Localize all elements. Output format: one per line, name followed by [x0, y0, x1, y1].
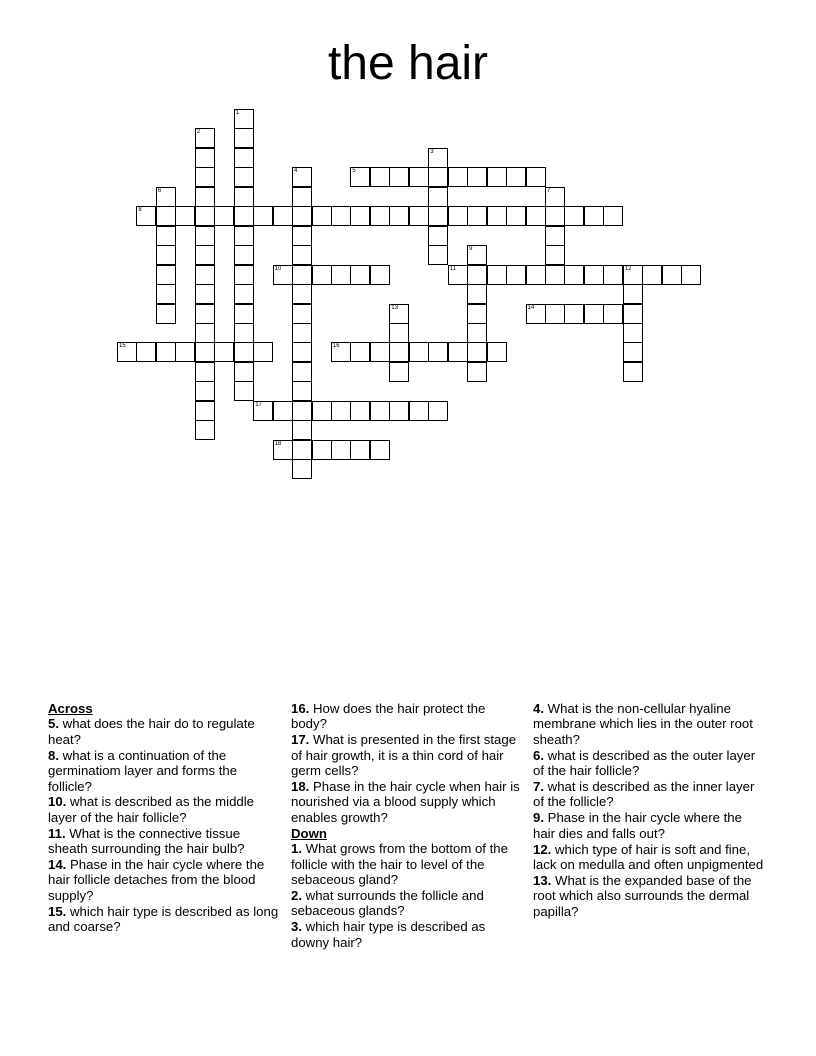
clue-number: 12: [624, 265, 632, 272]
grid-cell[interactable]: [292, 342, 312, 362]
grid-cell[interactable]: [389, 323, 409, 343]
grid-cell[interactable]: [428, 401, 448, 421]
grid-cell[interactable]: [448, 342, 468, 362]
grid-cell[interactable]: [467, 245, 487, 265]
clue-item-number: 18.: [291, 779, 310, 795]
grid-cell[interactable]: [448, 167, 468, 187]
grid-cell[interactable]: [195, 304, 215, 324]
clue-item-number: 15.: [48, 903, 67, 919]
grid-cell[interactable]: [467, 342, 487, 362]
clue-item-text: Phase in the hair cycle when hair is nourished via a blood supply which enables growth?: [291, 779, 520, 825]
grid-cell[interactable]: [467, 304, 487, 324]
clue-number: 1: [235, 110, 240, 116]
grid-cell[interactable]: [370, 167, 390, 187]
clue-item: [291, 701, 523, 732]
clue-item: [291, 732, 523, 778]
clue-number: 13: [391, 304, 398, 311]
grid-cell[interactable]: [564, 206, 584, 226]
grid-cell[interactable]: [195, 381, 215, 401]
grid-cell[interactable]: [467, 284, 487, 304]
grid-cell[interactable]: [467, 206, 487, 226]
grid-cell[interactable]: [350, 265, 370, 285]
grid-cell[interactable]: [389, 304, 409, 324]
grid-cell[interactable]: [603, 304, 623, 324]
grid-cell[interactable]: [389, 206, 409, 226]
grid-cell[interactable]: [195, 401, 215, 421]
grid-cell[interactable]: [292, 206, 312, 226]
grid-cell[interactable]: [117, 342, 137, 362]
grid-cell[interactable]: [273, 206, 293, 226]
grid-cell[interactable]: [253, 401, 273, 421]
grid-cell[interactable]: [545, 206, 565, 226]
grid-cell[interactable]: [312, 440, 332, 460]
grid-cell[interactable]: [350, 401, 370, 421]
clue-number: 7: [546, 187, 551, 194]
clue-item-text: which hair type is described as downy hair?: [291, 919, 486, 950]
grid-cell[interactable]: [292, 284, 312, 304]
grid-cell[interactable]: [195, 128, 215, 148]
grid-cell[interactable]: [506, 206, 526, 226]
grid-cell[interactable]: [292, 245, 312, 265]
grid-cell[interactable]: [234, 362, 254, 382]
clue-number: 9: [469, 246, 473, 253]
grid-cell[interactable]: [467, 362, 487, 382]
crossword-grid: [0, 0, 816, 500]
clue-item-text: which hair type is described as long and coarse?: [48, 903, 279, 935]
clue-item: [48, 826, 280, 857]
grid-cell[interactable]: [662, 265, 682, 285]
clue-column-2: [291, 701, 523, 951]
down-heading: Down: [291, 825, 327, 841]
grid-cell[interactable]: [234, 128, 254, 148]
grid-cell[interactable]: [195, 148, 215, 168]
grid-cell[interactable]: [350, 342, 370, 362]
grid-cell[interactable]: [584, 265, 604, 285]
grid-cell[interactable]: [545, 304, 565, 324]
grid-cell[interactable]: [234, 148, 254, 168]
grid-cell[interactable]: [564, 265, 584, 285]
grid-cell[interactable]: [273, 265, 293, 285]
clue-item-text: Phase in the hair cycle where the hair dies and falls out?: [533, 810, 742, 841]
grid-cell[interactable]: [389, 342, 409, 362]
grid-cell[interactable]: [156, 265, 176, 285]
grid-cell[interactable]: [584, 206, 604, 226]
grid-cell[interactable]: [234, 323, 254, 343]
clue-number: 2: [196, 129, 201, 136]
clue-item-number: 3.: [291, 919, 302, 935]
grid-cell[interactable]: [312, 206, 332, 226]
clue-item: [291, 919, 523, 950]
clue-number: 15: [119, 343, 126, 350]
grid-cell[interactable]: [195, 284, 215, 304]
grid-cell[interactable]: [487, 265, 507, 285]
grid-cell[interactable]: [273, 401, 293, 421]
grid-cell[interactable]: [195, 206, 215, 226]
clue-item-number: 11.: [48, 825, 66, 841]
grid-cell[interactable]: [389, 167, 409, 187]
grid-cell[interactable]: [350, 440, 370, 460]
grid-cell[interactable]: [234, 265, 254, 285]
grid-cell[interactable]: [526, 265, 546, 285]
grid-cell[interactable]: [156, 245, 176, 265]
grid-cell[interactable]: [350, 206, 370, 226]
clue-item: [533, 873, 765, 919]
grid-cell[interactable]: [506, 265, 526, 285]
grid-cell[interactable]: [389, 362, 409, 382]
grid-cell[interactable]: [234, 109, 254, 129]
grid-cell[interactable]: [292, 362, 312, 382]
clue-item-text: What is presented in the first stage of hair growth, it is a thin cord of hair germ cells?: [291, 732, 517, 779]
grid-cell[interactable]: [623, 342, 643, 362]
clue-number: 18: [274, 440, 282, 447]
grid-cell[interactable]: [487, 206, 507, 226]
grid-cell[interactable]: [428, 245, 448, 265]
grid-cell[interactable]: [136, 206, 156, 226]
clue-item-number: 2.: [291, 887, 302, 903]
grid-cell[interactable]: [623, 323, 643, 343]
clue-item-number: 7.: [533, 779, 544, 795]
clue-item: [48, 904, 280, 935]
grid-cell[interactable]: [331, 265, 351, 285]
clue-item-number: 17.: [291, 732, 310, 748]
clue-item-number: 10.: [48, 794, 67, 810]
grid-cell[interactable]: [234, 187, 254, 207]
grid-cell[interactable]: [370, 440, 390, 460]
across-clue-list: [48, 716, 280, 934]
grid-cell[interactable]: [506, 167, 526, 187]
grid-cell[interactable]: [409, 401, 429, 421]
grid-cell[interactable]: [234, 342, 254, 362]
grid-cell[interactable]: [195, 167, 215, 187]
clue-item: [533, 701, 765, 747]
grid-cell[interactable]: [467, 323, 487, 343]
clue-item-text: what is described as the inner layer of the follicle?: [533, 779, 755, 810]
grid-cell[interactable]: [487, 342, 507, 362]
clue-column-3: [533, 701, 765, 920]
clue-item: [291, 888, 523, 919]
grid-cell[interactable]: [448, 206, 468, 226]
grid-cell[interactable]: [526, 167, 546, 187]
grid-cell[interactable]: [526, 304, 546, 324]
grid-cell[interactable]: [603, 265, 623, 285]
clue-item-number: 9.: [533, 810, 544, 826]
grid-cell[interactable]: [312, 401, 332, 421]
grid-cell[interactable]: [623, 362, 643, 382]
grid-cell[interactable]: [545, 265, 565, 285]
grid-cell[interactable]: [428, 167, 448, 187]
grid-cell[interactable]: [312, 265, 332, 285]
grid-cell[interactable]: [156, 206, 176, 226]
grid-cell[interactable]: [428, 148, 448, 168]
grid-cell[interactable]: [175, 206, 195, 226]
grid-cell[interactable]: [195, 187, 215, 207]
grid-cell[interactable]: [350, 167, 370, 187]
clue-item-text: what is a continuation of the germinatiom layer and forms the follicle?: [48, 747, 238, 794]
down-clue-list: [291, 841, 523, 950]
clue-number: 5: [352, 168, 356, 175]
clue-number: 14: [527, 304, 535, 311]
grid-cell[interactable]: [642, 265, 662, 285]
grid-cell[interactable]: [331, 342, 351, 362]
clue-number: 10: [274, 265, 282, 272]
grid-cell[interactable]: [175, 342, 195, 362]
across-heading: Across: [48, 701, 93, 716]
clue-item: [533, 779, 765, 810]
clue-number: 3: [430, 148, 434, 155]
clue-item-text: which type of hair is soft and fine, lack on medulla and often unpigmented: [533, 841, 764, 873]
clue-number: 16: [332, 343, 340, 350]
clue-item-text: what is described as the middle layer of the hair follicle?: [48, 794, 254, 825]
grid-cell[interactable]: [292, 304, 312, 324]
grid-cell[interactable]: [389, 401, 409, 421]
grid-cell[interactable]: [214, 342, 234, 362]
clue-item-text: Phase in the hair cycle where the hair follicle detaches from the blood supply?: [48, 857, 265, 903]
grid-cell[interactable]: [273, 440, 293, 460]
grid-cell[interactable]: [370, 342, 390, 362]
grid-cell[interactable]: [623, 265, 643, 285]
grid-cell[interactable]: [467, 265, 487, 285]
grid-cell[interactable]: [292, 187, 312, 207]
clue-item: [291, 841, 523, 887]
down-clue-list-continued: [533, 701, 765, 919]
clue-item: [533, 842, 765, 873]
grid-cell[interactable]: [195, 362, 215, 382]
clue-item-text: What is the non-cellular hyaline membrane which lies in the outer root sheath?: [533, 701, 753, 747]
clue-item-number: 4.: [533, 701, 544, 716]
grid-cell[interactable]: [292, 381, 312, 401]
clue-number: 8: [138, 207, 142, 214]
clue-item-number: 5.: [48, 716, 59, 732]
grid-cell[interactable]: [370, 265, 390, 285]
clue-item: [533, 748, 765, 779]
clue-item: [291, 779, 523, 825]
grid-cell[interactable]: [331, 440, 351, 460]
clue-number: 4: [294, 168, 298, 175]
grid-cell[interactable]: [195, 420, 215, 440]
clue-item-text: What is the expanded base of the root which also surrounds the dermal papilla?: [533, 872, 752, 919]
clue-item-number: 12.: [533, 841, 552, 857]
clue-item-number: 13.: [533, 872, 552, 888]
grid-cell[interactable]: [564, 304, 584, 324]
clue-item: [48, 748, 280, 794]
grid-cell[interactable]: [292, 167, 312, 187]
grid-cell[interactable]: [195, 342, 215, 362]
grid-cell[interactable]: [156, 284, 176, 304]
clue-item-number: 8.: [48, 747, 59, 763]
clue-number: 6: [157, 187, 162, 194]
clue-item-number: 6.: [533, 747, 544, 763]
grid-cell[interactable]: [409, 342, 429, 362]
grid-cell[interactable]: [156, 304, 176, 324]
grid-cell[interactable]: [370, 401, 390, 421]
grid-cell[interactable]: [234, 245, 254, 265]
grid-cell[interactable]: [584, 304, 604, 324]
grid-cell[interactable]: [526, 206, 546, 226]
grid-cell[interactable]: [234, 381, 254, 401]
grid-cell[interactable]: [292, 226, 312, 246]
grid-cell[interactable]: [195, 245, 215, 265]
clue-item-text: What grows from the bottom of the follicle with the hair to level of the sebaceous gland?: [291, 841, 508, 887]
clue-item: [48, 716, 280, 747]
grid-cell[interactable]: [487, 167, 507, 187]
grid-cell[interactable]: [253, 342, 273, 362]
grid-cell[interactable]: [681, 265, 701, 285]
grid-cell[interactable]: [331, 206, 351, 226]
clue-item: [533, 810, 765, 841]
grid-cell[interactable]: [623, 284, 643, 304]
grid-cell[interactable]: [234, 206, 254, 226]
grid-cell[interactable]: [467, 167, 487, 187]
clue-number: 11: [449, 265, 456, 272]
grid-cell[interactable]: [428, 206, 448, 226]
grid-cell[interactable]: [234, 226, 254, 246]
grid-cell[interactable]: [292, 420, 312, 440]
grid-cell[interactable]: [292, 265, 312, 285]
grid-cell[interactable]: [428, 187, 448, 207]
clue-column-1: [48, 701, 280, 935]
clue-item-text: What is the connective tissue sheath surrounding the hair bulb?: [48, 825, 245, 857]
grid-cell[interactable]: [292, 459, 312, 479]
grid-cell[interactable]: [428, 226, 448, 246]
grid-cell[interactable]: [253, 206, 273, 226]
clue-item-text: what is described as the outer layer of the hair follicle?: [533, 747, 756, 779]
grid-cell[interactable]: [409, 206, 429, 226]
clue-item: [48, 794, 280, 825]
grid-cell[interactable]: [195, 265, 215, 285]
grid-cell[interactable]: [234, 284, 254, 304]
grid-cell[interactable]: [545, 245, 565, 265]
clue-item-number: 16.: [291, 701, 310, 716]
grid-cell[interactable]: [195, 226, 215, 246]
grid-cell[interactable]: [545, 187, 565, 207]
grid-cell[interactable]: [195, 323, 215, 343]
clue-item-number: 14.: [48, 857, 67, 873]
grid-cell[interactable]: [292, 323, 312, 343]
grid-cell[interactable]: [292, 401, 312, 421]
clue-item-number: 1.: [291, 841, 302, 857]
across-clue-list-continued: [291, 701, 523, 825]
grid-cell[interactable]: [623, 304, 643, 324]
grid-cell[interactable]: [214, 206, 234, 226]
grid-cell[interactable]: [234, 304, 254, 324]
grid-cell[interactable]: [331, 401, 351, 421]
grid-cell[interactable]: [603, 206, 623, 226]
grid-cell[interactable]: [234, 167, 254, 187]
grid-cell[interactable]: [156, 187, 176, 207]
grid-cell[interactable]: [292, 440, 312, 460]
grid-cell[interactable]: [156, 226, 176, 246]
clue-item-text: what does the hair do to regulate heat?: [48, 716, 255, 747]
grid-cell[interactable]: [409, 167, 429, 187]
grid-cell[interactable]: [448, 265, 468, 285]
grid-cell[interactable]: [156, 342, 176, 362]
clue-item: [48, 857, 280, 903]
clue-item-text: How does the hair protect the body?: [291, 701, 486, 732]
clue-item-text: what surrounds the follicle and sebaceous glands?: [291, 887, 484, 919]
grid-cell[interactable]: [428, 342, 448, 362]
puzzle-title: the hair: [327, 37, 489, 90]
grid-cell[interactable]: [136, 342, 156, 362]
clue-number: 17: [255, 401, 262, 408]
grid-cell[interactable]: [545, 226, 565, 246]
grid-cell[interactable]: [370, 206, 390, 226]
